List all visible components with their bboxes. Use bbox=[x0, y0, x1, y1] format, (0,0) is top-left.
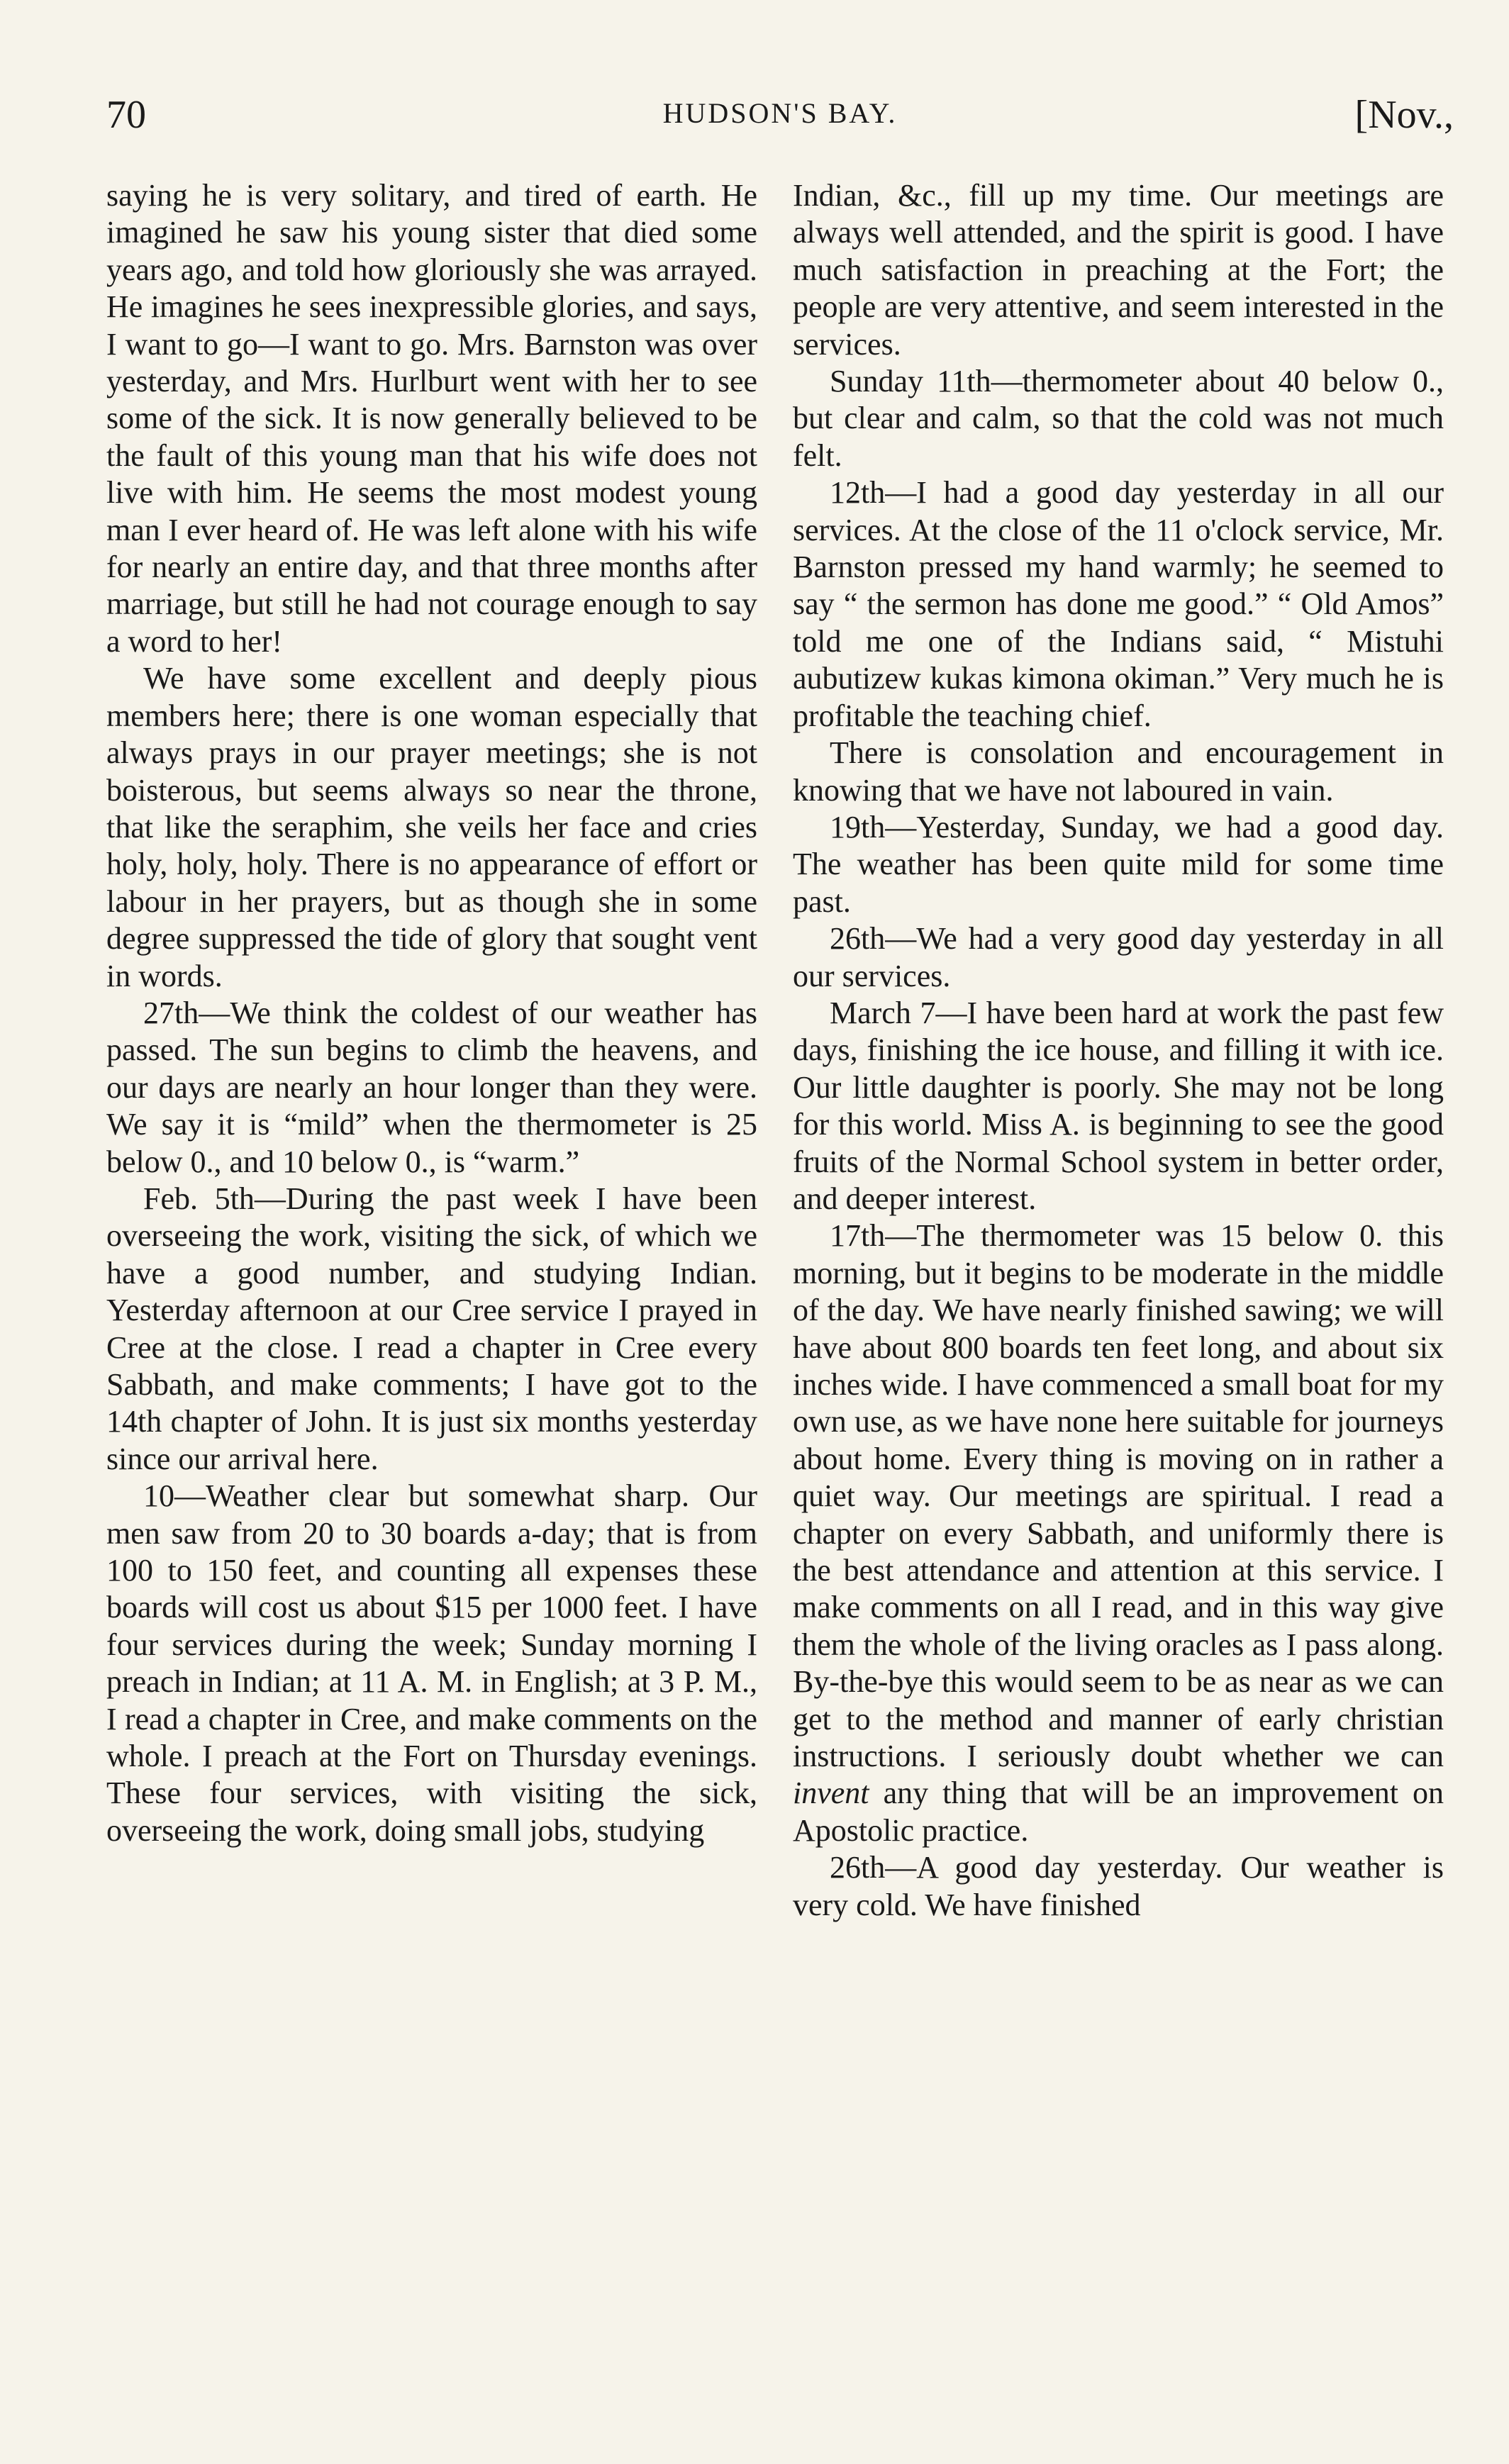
paragraph-text: any thing that will be an improvement on Apostolic practice. bbox=[793, 1775, 1444, 1848]
running-title: HUDSON'S BAY. bbox=[662, 97, 898, 129]
paragraph: 19th—Yesterday, Sunday, we had a good day. The weather has been quite mild for some time past. bbox=[793, 809, 1444, 919]
paragraph: Feb. 5th—During the past week I have been overseeing the work, visiting the sick, of which we have a good number, and studying Indian. Yesterday afternoon at our Cree service I prayed in Cree at the close. I read a chapter in Cree every Sabbath, and make comments; I have got to the 14th chapter of John. It is just six months yesterday since our arrival here. bbox=[106, 1181, 757, 1476]
paragraph: 10—Weather clear but somewhat sharp. Our men saw from 20 to 30 boards a-day; that is from 100 to 150 feet, and counting all expenses these boards will cost us about $15 per 1000 feet. I have four services during the week; Sunday morning I preach in Indian; at 11 A. M. in English; at 3 P. M., I read a chapter in Cree, and make comments on the whole. I preach at the Fort on Thursday evenings. These four services, with visiting the sick, overseeing the work, doing small jobs, studying bbox=[106, 1478, 757, 1848]
paragraph: Indian, &c., fill up my time. Our meetings are always well attended, and the spirit is good. I have much satisfaction in preaching at the Fort; the people are very attentive, and seem interested in the services. bbox=[793, 178, 1444, 362]
paragraph: There is consolation and encouragement in knowing that we have not laboured in vain. bbox=[793, 735, 1444, 808]
paragraph: 12th—I had a good day yesterday in all our services. At the close of the 11 o'clock service, Mr. Barnston pressed my hand warmly; he seemed to say “ the sermon has done me good.” “ Old Amos” told me one of the Indians said, “ Mistuhi aubutizew kukas kimona okiman.” Very much he is profitable the teaching chief. bbox=[793, 475, 1444, 733]
left-column bbox=[106, 177, 757, 2361]
header-date: [Nov., bbox=[1354, 93, 1454, 137]
paragraph: March 7—I have been hard at work the past few days, finishing the ice house, and filling it with ice. Our little daughter is poorly. She may not be long for this world. Miss A. is beginning to see the good fruits of the Normal School system in better order, and deeper interest. bbox=[793, 995, 1444, 1216]
right-column bbox=[793, 177, 1444, 2361]
paragraph: Sunday 11th—thermometer about 40 below 0., but clear and calm, so that the cold was not much felt. bbox=[793, 364, 1444, 473]
paragraph: 26th—A good day yesterday. Our weather is very cold. We have finished bbox=[793, 1850, 1444, 1922]
paragraph: 27th—We think the coldest of our weather has passed. The sun begins to climb the heavens, and our days are nearly an hour longer than they were. We say it is “mild” when the thermometer is 25 below 0., and 10 below 0., is “warm.” bbox=[106, 995, 757, 1179]
paragraph: 26th—We had a very good day yesterday in all our services. bbox=[793, 921, 1444, 993]
paragraph-text: 17th—The thermometer was 15 below 0. this morning, but it begins to be moderate in the middle of the day. We have nearly finished sawing; we will have about 800 boards ten feet long, and about six inches wide. I have commenced a small boat for my own use, as we have none here suitable for journeys about home. Every thing is moving on in rather a quiet way. Our meetings are spiritual. I read a chapter on every Sabbath, and uniformly there is the best attendance and attention at this service. I make comments on all I read, and in this way give them the whole of the living oracles as I pass along. By-the-bye this would seem to be as near as we can get to the method and manner of early christian instructions. I seriously doubt whether we can bbox=[793, 1218, 1444, 1774]
page-header bbox=[106, 92, 1454, 163]
paragraph bbox=[793, 1217, 1444, 1849]
italic-word: invent bbox=[793, 1775, 869, 1811]
paragraph: saying he is very solitary, and tired of earth. He imagined he saw his young sister that died some years ago, and told how gloriously she was arrayed. He imagines he sees inexpressible glories, and says, I want to go—I want to go. Mrs. Barnston was over yesterday, and Mrs. Hurlburt went with her to see some of the sick. It is now generally believed to be the fault of this young man that his wife does not live with him. He seems the most modest young man I ever heard of. He was left alone with his wife for nearly an entire day, and that three months after marriage, but still he had not courage enough to say a word to her! bbox=[106, 178, 757, 659]
page-number: 70 bbox=[106, 93, 146, 137]
paragraph: We have some excellent and deeply pious members here; there is one woman especially that always prays in our prayer meetings; she is not boisterous, but seems always so near the throne, that like the seraphim, she veils her face and cries holy, holy, holy. There is no appearance of effort or labour in her prayers, but as though she in some degree suppressed the tide of glory that sought vent in words. bbox=[106, 661, 757, 993]
